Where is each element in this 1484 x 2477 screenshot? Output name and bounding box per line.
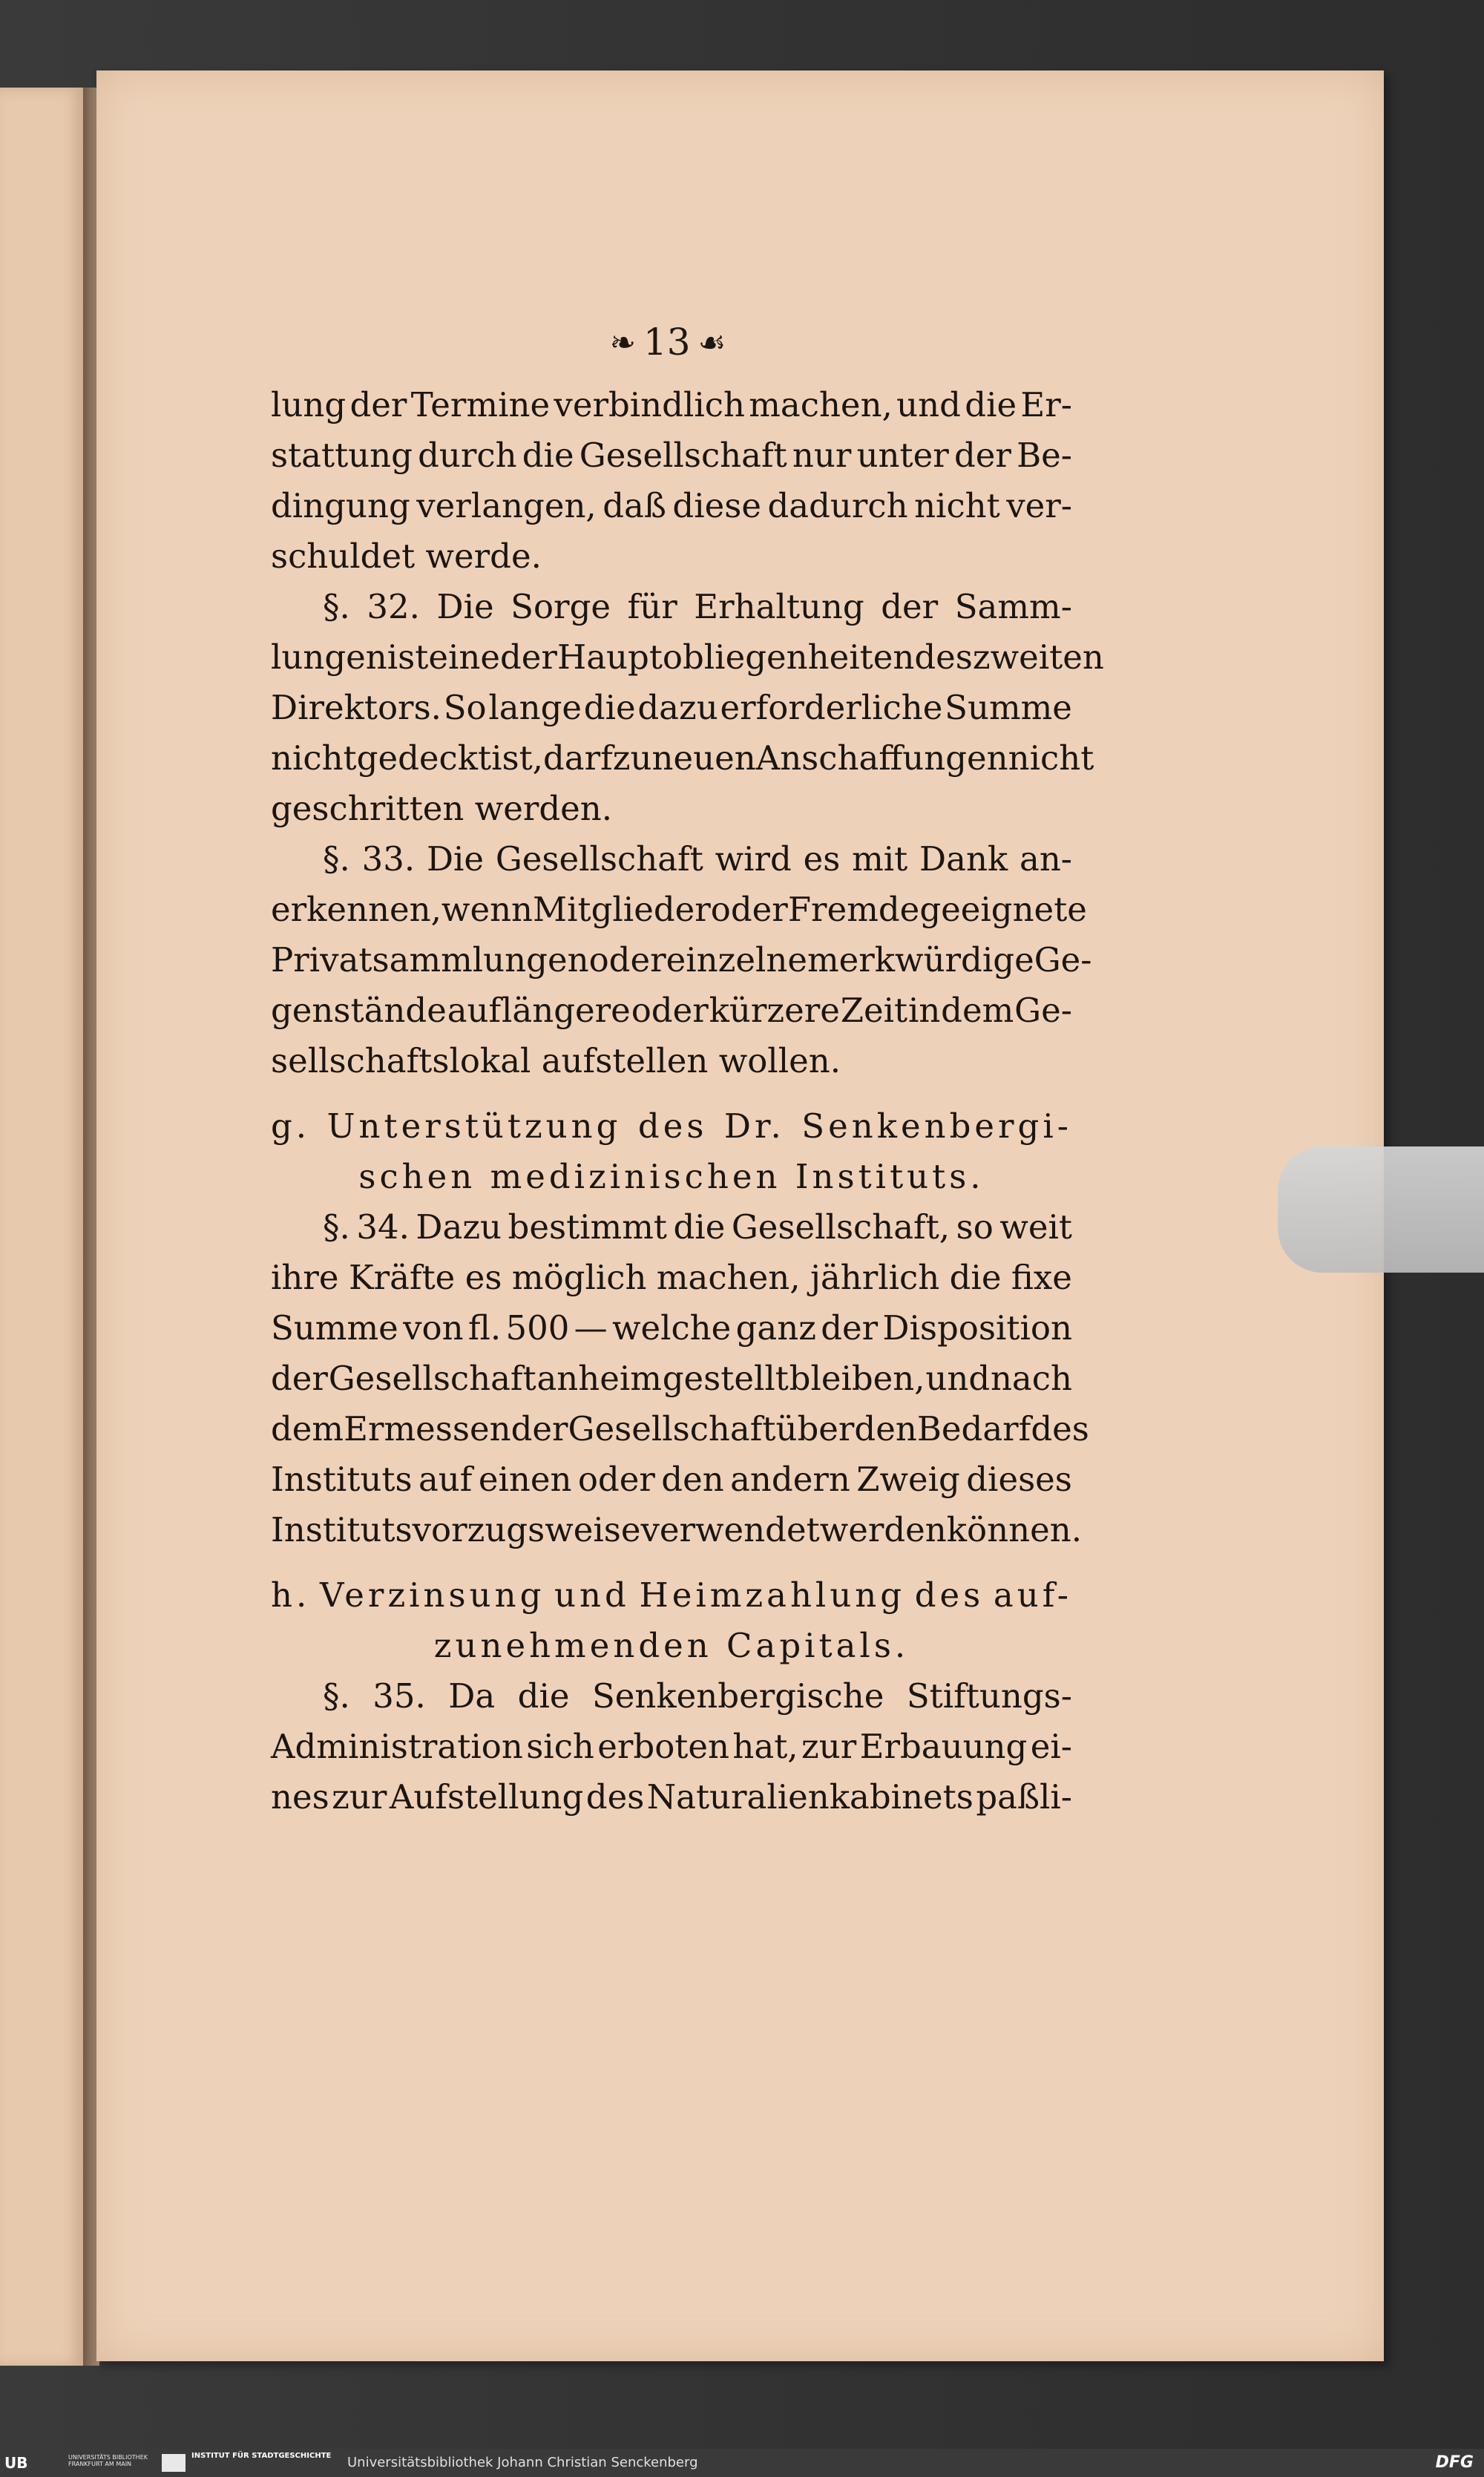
text-line: geschritten werden. [271,789,613,828]
left-ornament-icon: ❧ [609,324,636,361]
section-33-start: §. 33. Die Gesellschaft wird es mit Dank an- [323,839,1072,879]
section-heading-h-cont: zunehmenden Capitals. [433,1626,910,1665]
section-35-start: §. 35. Da die Senkenbergische Stiftungs- [323,1676,1072,1716]
text-line: Privatsammlungen oder einzelne merkwürdige Ge- [271,940,1092,980]
text-line: schuldet werde. [271,537,542,576]
text-line: Direktors. So lange die dazu erforderliche Summe [271,688,1072,727]
text-line: dingung verlangen, daß diese dadurch nicht ver- [271,486,1072,525]
text-line: nes zur Aufstellung des Naturalienkabinets paßli- [271,1777,1072,1817]
section-34-start: §. 34. Dazu bestimmt die Gesellschaft, so weit [323,1207,1072,1247]
section-heading-h: h. Verzinsung und Heimzahlung des auf- [271,1575,1072,1615]
text-line: Summe von fl. 500 — welche ganz der Disposition [271,1308,1072,1348]
text-line: lungen ist eine der Hauptobliegenheiten des zweiten [271,637,1104,677]
text-line: der Gesellschaft anheim gestellt bleiben, und nach [271,1359,1072,1398]
text-line: erkennen, wenn Mitglieder oder Fremde geeignete [271,890,1087,929]
right-ornament-icon: ☙ [697,324,726,361]
text-line: nicht gedeckt ist, darf zu neuen Anschaffungen nicht [271,738,1094,778]
ub-logo[interactable]: UB [4,2454,28,2472]
isg-logo-icon[interactable] [162,2454,186,2472]
isg-logo-caption: INSTITUT FÜR STADTGESCHICHTE [191,2452,332,2460]
section-heading-g-cont: schen medizinischen Instituts. [358,1157,985,1196]
page-number: 13 [643,321,691,364]
text-line: dem Ermessen der Gesellschaft über den Bedarf des [271,1409,1089,1449]
section-32-start: §. 32. Die Sorge für Erhaltung der Samm- [323,587,1072,626]
text-line: lung der Termine verbindlich machen, und die Er- [271,385,1072,424]
text-line: Instituts auf einen oder den andern Zweig dieses [271,1460,1072,1499]
scanner-clip [1278,1146,1484,1273]
page-header [579,315,757,369]
text-line: Instituts vorzugsweise verwendet werden können. [271,1510,1083,1549]
facing-page-edge [0,88,86,2366]
ub-logo-caption: UNIVERSITÄTS BIBLIOTHEK FRANKFURT AM MAIN [68,2454,148,2467]
viewer-footer [0,2449,1484,2477]
page-text [271,380,1104,1823]
section-heading-g: g. Unterstützung des Dr. Senkenbergi- [271,1106,1072,1146]
text-line: genstände auf längere oder kürzere Zeit in dem Ge- [271,991,1072,1030]
text-line: sellschaftslokal aufstellen wollen. [271,1041,841,1080]
library-name: Universitätsbibliothek Johann Christian Senckenberg [347,2455,698,2470]
text-line: ihre Kräfte es möglich machen, jährlich die fixe [271,1258,1072,1297]
text-line: stattung durch die Gesellschaft nur unter der Be- [271,436,1072,475]
text-line: Administration sich erboten hat, zur Erbauung ei- [271,1727,1072,1766]
dfg-logo[interactable]: DFG [1435,2453,1474,2472]
